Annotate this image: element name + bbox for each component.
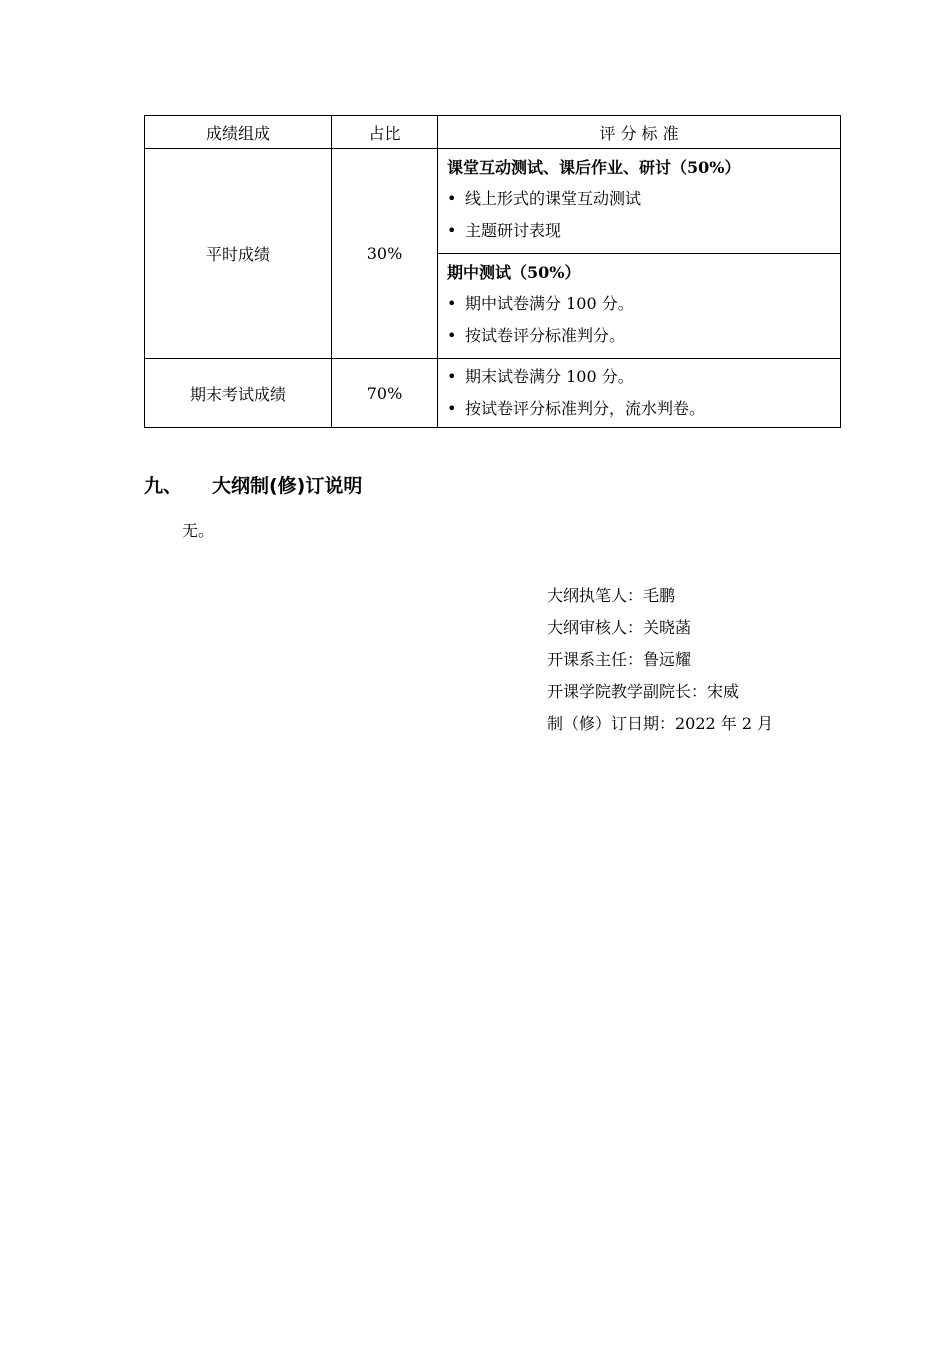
signature-department-head: 开课系主任：鲁远耀	[547, 650, 692, 669]
criteria-group-title: 期中测试（50%）	[447, 263, 581, 282]
list-item-text: 按试卷评分标准判分。	[465, 326, 626, 345]
regular-component: 平时成绩	[145, 149, 332, 359]
list-item	[447, 320, 832, 352]
table-row	[145, 359, 841, 428]
bullet-icon: •	[447, 326, 457, 345]
section-heading	[144, 471, 362, 498]
header-criteria: 评 分 标 准	[438, 116, 841, 149]
regular-criteria-group1	[438, 149, 841, 254]
grading-table	[144, 115, 841, 428]
header-component: 成绩组成	[145, 116, 332, 149]
criteria-group-title: 课堂互动测试、课后作业、研讨（50%）	[447, 158, 741, 177]
section-body: 无。	[182, 521, 215, 540]
bullet-icon: •	[447, 189, 457, 208]
list-item-text: 按试卷评分标准判分，流水判卷。	[465, 399, 706, 418]
regular-ratio: 30%	[332, 149, 438, 359]
final-component: 期末考试成绩	[145, 359, 332, 428]
bullet-icon: •	[447, 294, 457, 313]
final-criteria	[438, 359, 841, 428]
list-item	[447, 361, 832, 393]
revision-date: 制（修）订日期：2022 年 2 月	[547, 714, 774, 733]
list-item-text: 期末试卷满分 100 分。	[465, 367, 634, 386]
table-row	[145, 149, 841, 254]
list-item	[447, 183, 832, 215]
signature-reviewer: 大纲审核人：关晓菡	[547, 618, 692, 637]
header-ratio: 占比	[332, 116, 438, 149]
list-item-text: 期中试卷满分 100 分。	[465, 294, 634, 313]
bullet-icon: •	[447, 221, 457, 240]
bullet-icon: •	[447, 399, 457, 418]
signature-block	[547, 580, 773, 740]
regular-criteria-group2	[438, 254, 841, 359]
signature-author: 大纲执笔人：毛鹏	[547, 586, 676, 605]
final-ratio: 70%	[332, 359, 438, 428]
table-header-row	[145, 116, 841, 149]
list-item	[447, 288, 832, 320]
bullet-icon: •	[447, 367, 457, 386]
section-title: 大纲制(修)订说明	[212, 475, 363, 497]
section-number: 九、	[144, 475, 183, 497]
list-item	[447, 393, 832, 425]
list-item-text: 主题研讨表现	[465, 221, 562, 240]
list-item	[447, 215, 832, 247]
signature-vice-dean: 开课学院教学副院长：宋威	[547, 682, 740, 701]
list-item-text: 线上形式的课堂互动测试	[465, 189, 642, 208]
